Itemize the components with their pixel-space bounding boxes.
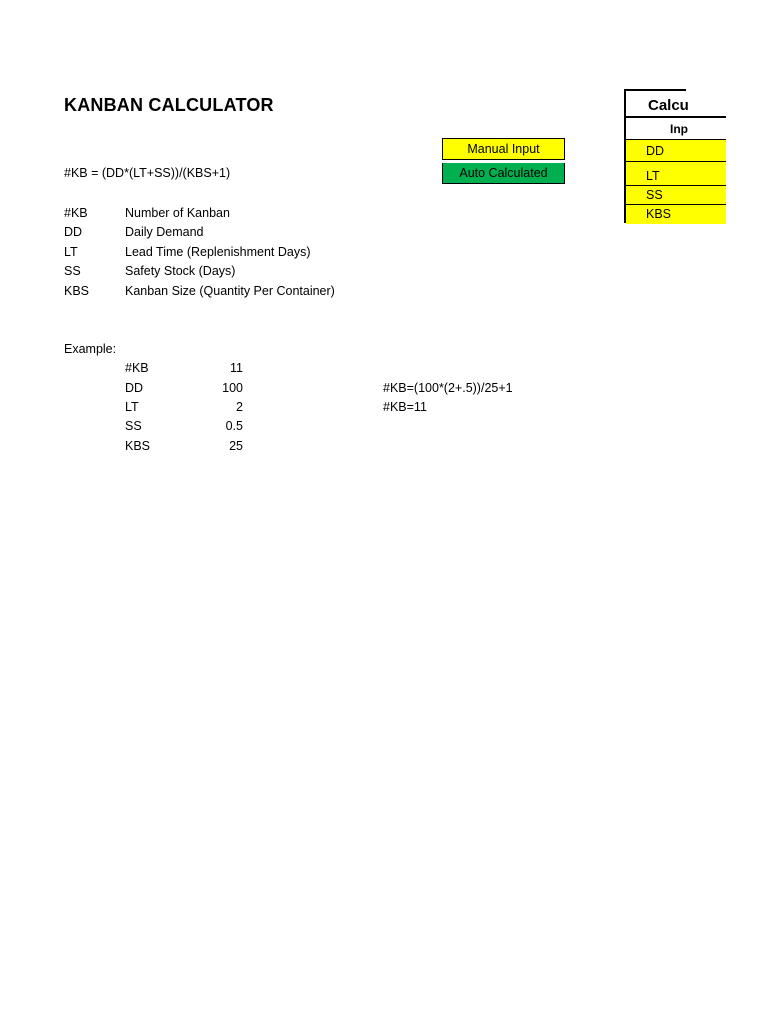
legend-auto-calculated: Auto Calculated (442, 163, 565, 184)
legend-manual-input: Manual Input (442, 138, 565, 160)
calculator-input-header: Inp (626, 118, 726, 140)
calculator-title: Calcu (626, 91, 726, 118)
example-calculation-result: #KB=11 (383, 400, 427, 414)
definition-abbr: DD (64, 225, 83, 239)
example-key: KBS (125, 439, 151, 453)
definition-abbr: KBS (64, 284, 90, 298)
example-calculation-step: #KB=(100*(2+.5))/25+1 (383, 381, 513, 395)
example-key: SS (125, 419, 142, 433)
page-title: KANBAN CALCULATOR (64, 95, 274, 115)
example-key: LT (125, 400, 139, 414)
definition-abbr: LT (64, 245, 78, 259)
example-key: #KB (125, 361, 149, 375)
calculator-panel (624, 89, 689, 223)
example-key: DD (125, 381, 144, 395)
definition-desc: Kanban Size (Quantity Per Container) (125, 284, 335, 298)
kanban-formula: #KB = (DD*(LT+SS))/(KBS+1) (64, 166, 231, 180)
definition-desc: Lead Time (Replenishment Days) (125, 245, 311, 259)
example-value: 25 (229, 439, 243, 453)
definition-abbr: SS (64, 264, 81, 278)
example-value: 2 (236, 400, 243, 414)
calculator-input-kbs[interactable]: KBS (626, 205, 726, 224)
definition-desc: Daily Demand (125, 225, 204, 239)
definition-abbr: #KB (64, 206, 88, 220)
definition-desc: Number of Kanban (125, 206, 230, 220)
example-value: 0.5 (225, 419, 243, 433)
example-label: Example: (64, 342, 117, 356)
example-value: 100 (222, 381, 243, 395)
definition-desc: Safety Stock (Days) (125, 264, 236, 278)
example-value: 11 (230, 361, 243, 375)
calculator-input-lt[interactable]: LT (626, 162, 726, 186)
calculator-input-dd[interactable]: DD (626, 140, 726, 162)
calculator-input-ss[interactable]: SS (626, 186, 726, 205)
